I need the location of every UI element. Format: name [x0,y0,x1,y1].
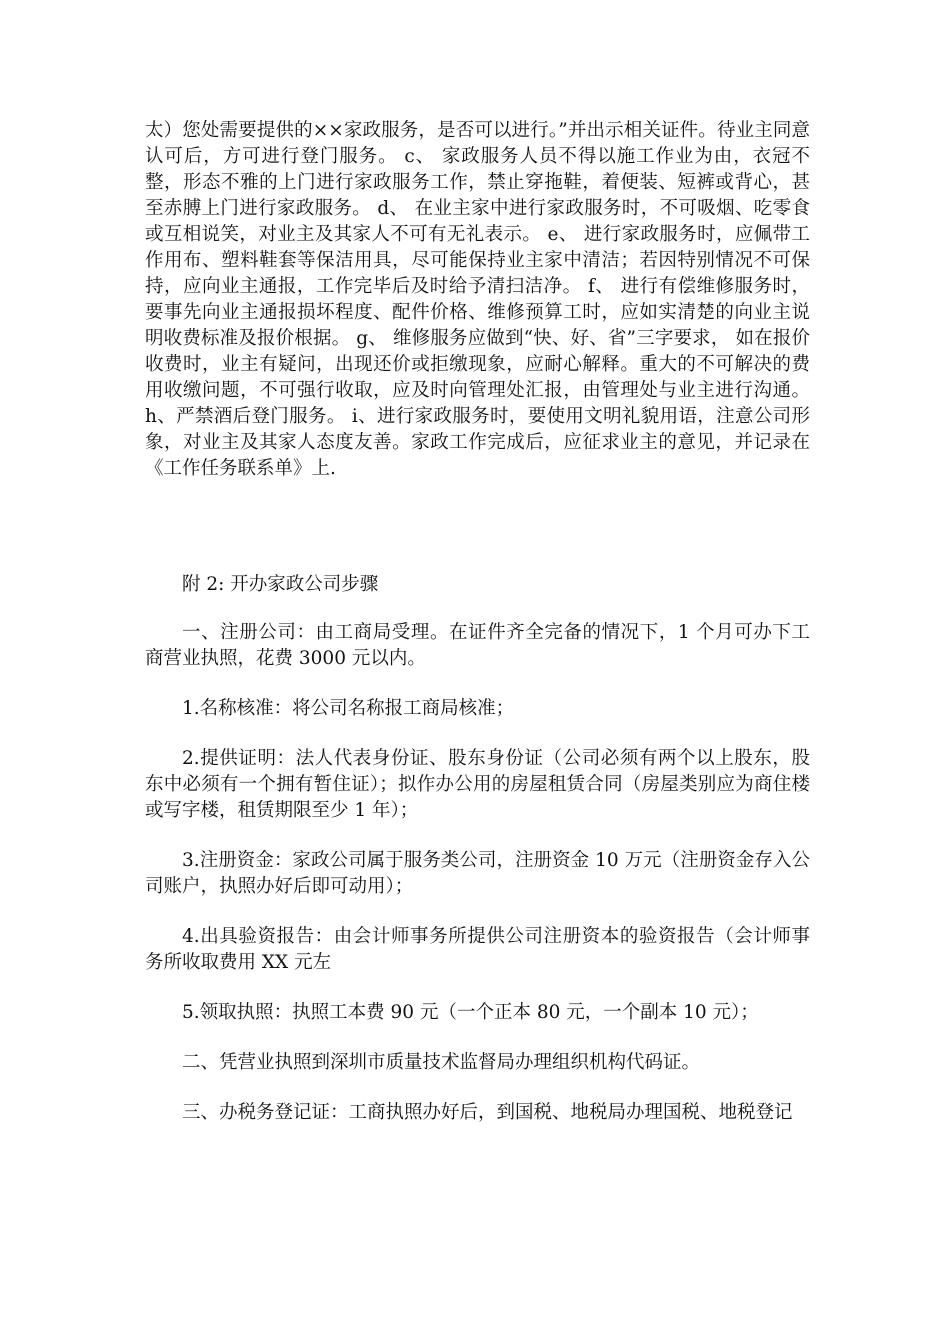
paragraph-organization-code: 二、凭营业执照到深圳市质量技术监督局办理组织机构代码证。 [182,1052,701,1073]
paragraph-name-approval: 1.名称核准：将公司名称报工商局核准； [182,698,515,719]
paragraph-collect-license: 5.领取执照：执照工本费 90 元（一个正本 80 元，一个副本 10 元）； [182,1002,759,1023]
paragraph-registered-capital: 3.注册资金：家政公司属于服务类公司，注册资金 10 万元（注册资金存入公司账户，执照办好后即可动用）； [145,850,810,897]
appendix-title: 附 2: 开办家政公司步骤 [182,574,379,595]
paragraph-register-company: 一、注册公司：由工商局受理。在证件齐全完备的情况下，1 个月可办下工商营业执照，花费 3000 元以内。 [145,622,810,669]
paragraph-capital-verification: 4.出具验资报告：由会计师事务所提供公司注册资本的验资报告（会计师事务所收取费用 XX 元左 [145,926,810,973]
document-page [145,118,810,1126]
paragraph-provide-proof: 2.提供证明：法人代表身份证、股东身份证（公司必须有两个以上股东，股东中必须有一个拥有暂住证）；拟作办公用的房屋租赁合同（房屋类别应为商住楼或写字楼，租赁期限至少 1 年）； [145,748,810,821]
paragraph-tax-registration: 三、办税务登记证：工商执照办好后，到国税、地税局办理国税、地税登记 [182,1102,793,1123]
intro-paragraph: 太）您处需要提供的××家政服务，是否可以进行。”并出示相关证件。待业主同意认可后，方可进行登门服务。 c、 家政服务人员不得以施工作业为由，衣冠不整，形态不雅的上门进行家政服务工作，禁止穿拖鞋，着便装、短裤或背心，甚至赤膊上门进行家政服务。 d、 在业主家中进行家政服务时，不可吸烟、吃零食或互相说笑，对业主及其家人不可有无礼表示。 e、 进行家政服务时，应佩带工作用布、塑料鞋套等保洁用具，尽可能保持业主家中清洁；若因特别情况不可保持，应向业主通报，工作完毕后及时给予清扫洁净。 f、 进行有偿维修服务时，要事先向业主通报损坏程度、配件价格、维修预算工时，应如实清楚的向业主说明收费标准及报价根据。 g、 维修服务应做到“快、好、省”三字要求， 如在报价收费时，业主有疑问，出现还价或拒缴现象，应耐心解释。重大的不可解决的费用收缴问题，不可强行收取，应及时向管理处汇报，由管理处与业主进行沟通。 h、严禁酒后登门服务。 i、进行家政服务时，要使用文明礼貌用语，注意公司形象，对业主及其家人态度友善。家政工作完成后，应征求业主的意见，并记录在《工作任务联系单》上. [145,120,810,479]
